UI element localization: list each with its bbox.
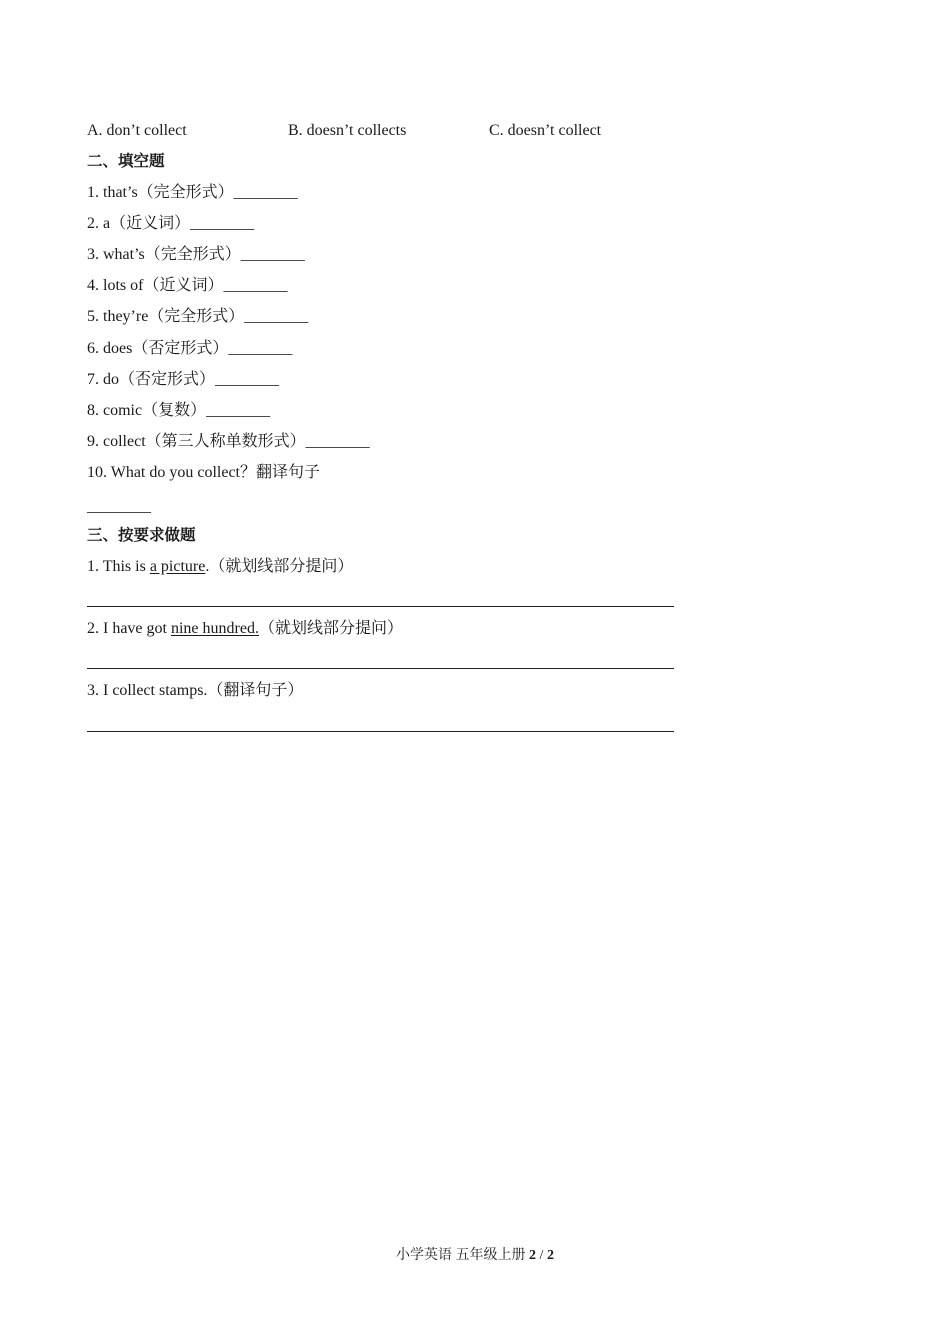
footer-subject: 小学英语 五年级上册 (396, 1248, 530, 1263)
answer-line-1 (87, 606, 674, 607)
task-1-prefix: 1. This is (87, 558, 150, 575)
fill-item-2: 2. a（近义词）________ (87, 215, 255, 232)
task-2-underlined: nine hundred. (170, 620, 259, 637)
fill-item-5: 5. they’re（完全形式）________ (87, 308, 309, 325)
footer-separator: / (536, 1248, 547, 1263)
answer-line-2 (87, 668, 674, 669)
task-2 (87, 619, 403, 639)
section3-title: 三、按要求做题 (87, 526, 196, 544)
option-b: B. doesn’t collects (288, 122, 407, 139)
task-1 (87, 557, 353, 577)
fill-item-8: 8. comic（复数）________ (87, 402, 271, 419)
option-a: A. don’t collect (87, 122, 187, 139)
task-1-suffix: .（就划线部分提问） (205, 558, 354, 575)
task-3: 3. I collect stamps.（翻译句子） (87, 682, 304, 699)
fill-item-10-blank: ________ (87, 498, 151, 515)
page-footer (0, 1246, 950, 1266)
fill-item-9: 9. collect（第三人称单数形式）________ (87, 433, 370, 450)
option-c: C. doesn’t collect (489, 122, 602, 139)
fill-item-6: 6. does（否定形式）________ (87, 340, 293, 357)
fill-item-7: 7. do（否定形式）________ (87, 371, 280, 388)
fill-item-4: 4. lots of（近义词）________ (87, 277, 288, 294)
fill-item-3: 3. what’s（完全形式）________ (87, 246, 305, 263)
section2-title: 二、填空题 (87, 152, 165, 170)
fill-item-10: 10. What do you collect？翻译句子 (87, 464, 321, 481)
task-2-suffix: （就划线部分提问） (258, 620, 403, 637)
footer-page-number: 2 (529, 1248, 537, 1263)
answer-line-3 (87, 731, 674, 732)
fill-item-1: 1. that’s（完全形式）________ (87, 184, 298, 201)
footer-page-total: 2 (546, 1248, 554, 1263)
task-2-prefix: 2. I have got (87, 620, 171, 637)
task-1-underlined: a picture (149, 558, 206, 575)
